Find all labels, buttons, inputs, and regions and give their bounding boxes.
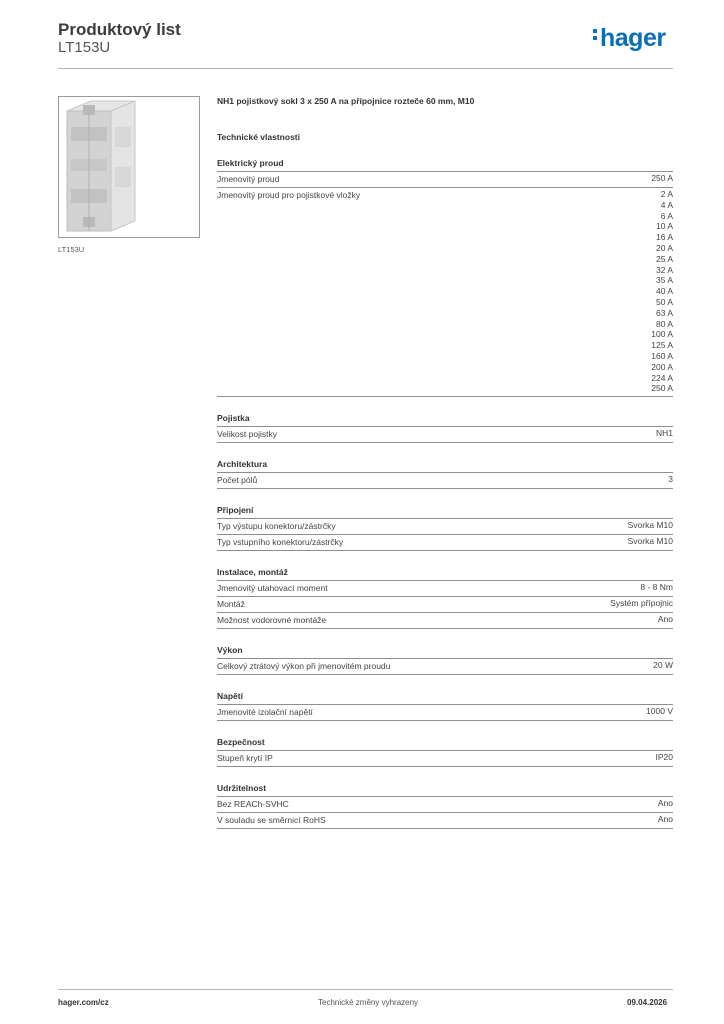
spec-row: [217, 188, 673, 397]
spec-value: 6 A: [660, 210, 673, 221]
spec-value: 250 A: [651, 173, 673, 183]
product-details: [217, 96, 673, 829]
spec-value: 20 W: [653, 660, 673, 671]
section-title: Instalace, montáž: [217, 567, 673, 581]
section-title: Výkon: [217, 645, 673, 659]
spec-sections: [217, 158, 673, 829]
spec-section: [217, 737, 673, 767]
spec-value: IP20: [655, 752, 673, 763]
logo-text: hager: [600, 24, 666, 52]
spec-value: 20 A: [655, 242, 673, 253]
spec-row: [217, 613, 673, 629]
section-title: Pojistka: [217, 413, 673, 427]
spec-row: [217, 751, 673, 767]
spec-value: 32 A: [655, 264, 673, 275]
spec-value: Ano: [657, 798, 673, 809]
product-code: LT153U: [58, 39, 111, 56]
section-title: Architektura: [217, 459, 673, 473]
footer-note: Technické změny vyhrazeny: [318, 998, 419, 1007]
section-title: Elektrický proud: [217, 158, 673, 172]
spec-value: 63 A: [655, 307, 673, 318]
section-title: Bezpečnost: [217, 737, 673, 751]
spec-value: 25 A: [655, 253, 673, 264]
spec-values: [658, 798, 673, 810]
image-caption: LT153U: [58, 245, 85, 254]
spec-value: 8 - 8 Nm: [640, 582, 673, 593]
spec-label: Stupeň krytí IP: [217, 753, 273, 764]
spec-values: [653, 660, 673, 672]
spec-value: 10 A: [655, 221, 673, 232]
spec-row: [217, 813, 673, 829]
hager-logo: [593, 26, 666, 51]
spec-label: Typ výstupu konektoru/zástrčky: [217, 521, 336, 532]
spec-values: [658, 614, 673, 626]
section-title: Připojení: [217, 505, 673, 519]
spec-label: Počet pólů: [217, 475, 258, 486]
technical-properties-heading: Technické vlastnosti: [217, 132, 300, 142]
spec-value: Svorka M10: [627, 536, 673, 547]
section-title: Udržitelnost: [217, 783, 673, 797]
spec-values: [651, 189, 673, 394]
spec-row: [217, 519, 673, 535]
spec-label: Jmenovitý proud pro pojistkové vložky: [217, 190, 361, 200]
spec-label: Jmenovité izolační napětí: [217, 707, 313, 718]
page-title: Produktový list: [58, 20, 181, 39]
spec-value: 35 A: [655, 275, 673, 286]
spec-value: 16 A: [655, 232, 673, 243]
spec-value: 3: [668, 474, 673, 485]
spec-label: Jmenovitý utahovací moment: [217, 583, 328, 594]
spec-label: Jmenovitý proud: [217, 174, 280, 184]
spec-value: 4 A: [660, 199, 673, 210]
spec-label: Celkový ztrátový výkon při jmenovitém proudu: [217, 661, 391, 672]
spec-values: [668, 474, 673, 486]
spec-row: [217, 797, 673, 813]
section-title: Napětí: [217, 691, 673, 705]
spec-label: Velikost pojistky: [217, 429, 277, 440]
spec-section: [217, 413, 673, 443]
spec-row: [217, 705, 673, 721]
spec-value: 224 A: [651, 372, 673, 383]
spec-row: [217, 473, 673, 489]
spec-section: [217, 783, 673, 829]
spec-row: [217, 535, 673, 551]
fuse-base-icon: [59, 97, 199, 237]
footer-date: 09.04.2026: [627, 998, 668, 1007]
footer-website: hager.com/cz: [58, 998, 109, 1007]
spec-values: [656, 752, 674, 764]
spec-values: [640, 582, 673, 594]
spec-values: [651, 173, 673, 185]
spec-value: 200 A: [651, 361, 673, 372]
spec-section: [217, 158, 673, 397]
spec-row: [217, 659, 673, 675]
spec-value: NH1: [655, 428, 673, 439]
spec-value: Svorka M10: [627, 520, 673, 531]
spec-section: [217, 459, 673, 489]
spec-value: 100 A: [651, 329, 673, 340]
spec-label: Montáž: [217, 599, 245, 610]
spec-values: [646, 706, 673, 718]
footer-divider: [58, 989, 673, 990]
spec-values: [658, 814, 673, 826]
spec-section: [217, 645, 673, 675]
spec-section: [217, 505, 673, 551]
spec-values: [656, 428, 673, 440]
spec-value: 125 A: [651, 340, 673, 351]
header-divider: [58, 68, 673, 69]
spec-value: 50 A: [655, 296, 673, 307]
product-image: [58, 96, 200, 238]
spec-label: V souladu se směrnicí RoHS: [217, 815, 326, 826]
spec-section: [217, 691, 673, 721]
spec-values: [610, 598, 673, 610]
spec-label: Možnost vodorovné montáže: [217, 615, 327, 626]
spec-value: 2 A: [660, 189, 673, 199]
spec-row: [217, 581, 673, 597]
spec-value: Ano: [657, 614, 673, 625]
spec-value: 40 A: [655, 286, 673, 297]
spec-label: Typ vstupního konektoru/zástrčky: [217, 537, 344, 548]
spec-values: [628, 520, 673, 532]
spec-section: [217, 567, 673, 629]
spec-values: [628, 536, 673, 548]
spec-label: Bez REACh-SVHC: [217, 799, 289, 810]
spec-row: [217, 597, 673, 613]
spec-value: 1000 V: [646, 706, 673, 717]
spec-value: 160 A: [651, 350, 673, 361]
logo-dots-icon: [593, 29, 598, 43]
spec-value: 250 A: [651, 383, 673, 394]
product-description: NH1 pojistkový sokl 3 x 250 A na přípojnice rozteče 60 mm, M10: [217, 96, 475, 106]
spec-row: [217, 427, 673, 443]
spec-value: Systém přípojnic: [610, 598, 673, 609]
spec-row: [217, 172, 673, 188]
spec-value: 80 A: [655, 318, 673, 329]
spec-value: Ano: [657, 814, 673, 825]
